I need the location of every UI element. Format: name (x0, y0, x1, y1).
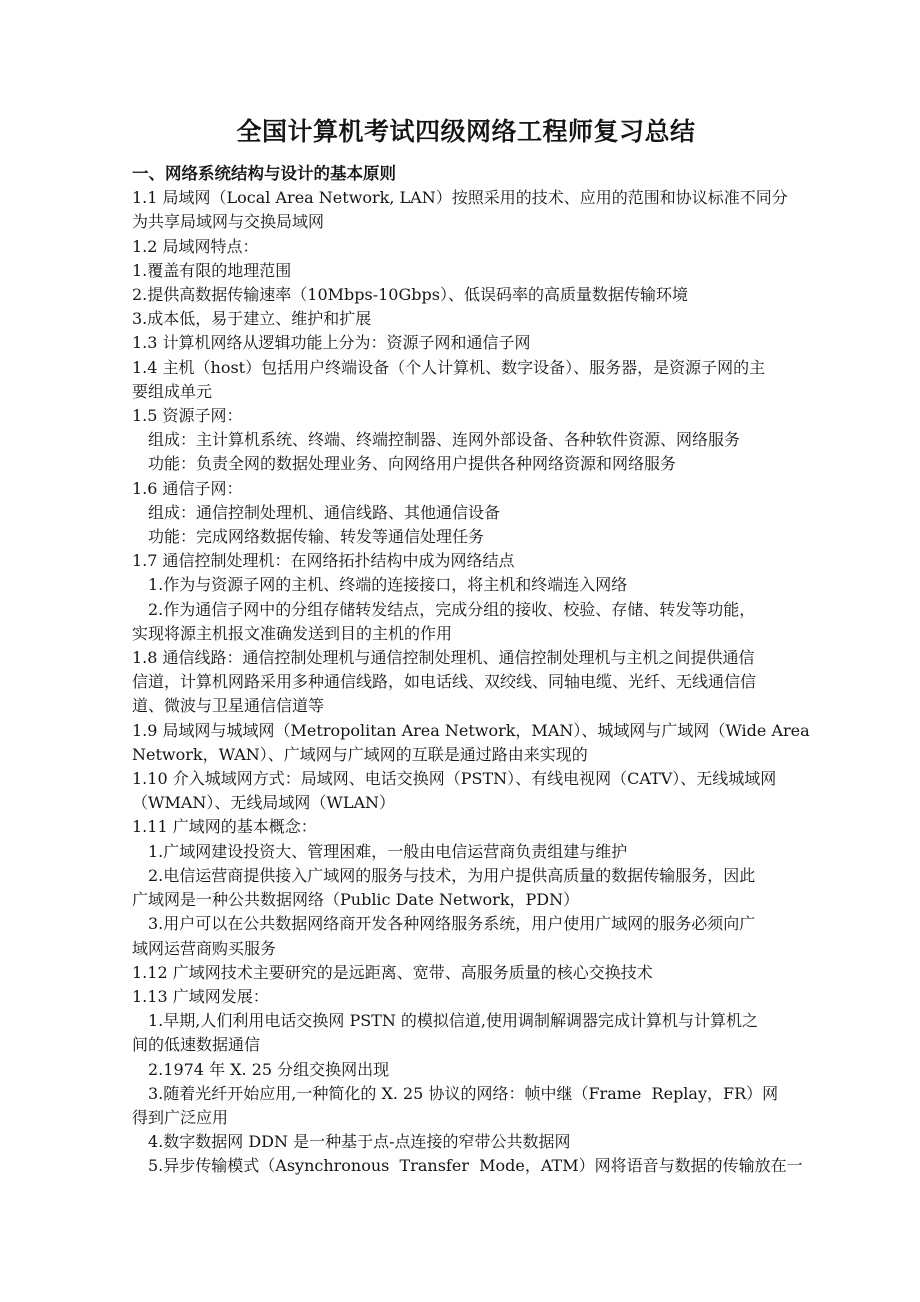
text-line: 2.提供高数据传输速率（10Mbps-10Gbps）、低误码率的高质量数据传输环境 (132, 285, 688, 305)
text-line: 1.广域网建设投资大、管理困难，一般由电信运营商负责组建与维护 (148, 841, 628, 861)
text-line: 组成：主计算机系统、终端、终端控制器、连网外部设备、各种软件资源、网络服务 (148, 430, 741, 450)
text-line: 1.覆盖有限的地理范围 (132, 260, 292, 280)
text-line: 5.异步传输模式（Asynchronous Transfer Mode，ATM）网将语音与数据的传输放在一 (148, 1156, 803, 1176)
text-line: 3.用户可以在公共数据网络商开发各种网络服务系统，用户使用广域网的服务必须向广 (148, 914, 756, 934)
text-line: 1.4 主机（host）包括用户终端设备（个人计算机、数字设备）、服务器，是资源子网的主 (132, 357, 766, 377)
text-line: Network，WAN）、广域网与广域网的互联是通过路由来实现的 (132, 744, 588, 764)
text-line: 1.9 局域网与城域网（Metropolitan Area Network，MAN）、城域网与广域网（Wide Area (132, 720, 810, 740)
section-heading: 一、网络系统结构与设计的基本原则 (132, 164, 396, 183)
document-title: 全国计算机考试四级网络工程师复习总结 (236, 117, 696, 146)
text-line: 功能：完成网络数据传输、转发等通信处理任务 (148, 527, 485, 547)
text-line: 信道，计算机网路采用多种通信线路，如电话线、双绞线、同轴电缆、光纤、无线通信信 (132, 672, 757, 692)
text-line: 实现将源主机报文准确发送到目的主机的作用 (132, 623, 453, 643)
text-line: 组成：通信控制处理机、通信线路、其他通信设备 (148, 502, 501, 522)
text-line: 要组成单元 (132, 381, 213, 401)
text-line: 1.8 通信线路：通信控制处理机与通信控制处理机、通信控制处理机与主机之间提供通信 (132, 648, 755, 668)
text-line: 1.10 介入城域网方式：局域网、电话交换网（PSTN）、有线电视网（CATV）、无线城域网 (132, 769, 777, 789)
text-line: 4.数字数据网 DDN 是一种基于点-点连接的窄带公共数据网 (148, 1132, 571, 1152)
text-line: 1.6 通信子网： (132, 478, 243, 498)
text-line: 功能：负责全网的数据处理业务、向网络用户提供各种网络资源和网络服务 (148, 454, 677, 474)
text-line: 道、微波与卫星通信信道等 (132, 696, 325, 716)
document-body (132, 186, 810, 1178)
text-line: 1.5 资源子网： (132, 406, 243, 426)
text-line: 2.1974 年 X. 25 分组交换网出现 (148, 1059, 390, 1079)
text-line: 1.3 计算机网络从逻辑功能上分为：资源子网和通信子网 (132, 333, 531, 353)
text-line: 域网运营商购买服务 (132, 938, 277, 958)
text-line: 1.13 广域网发展： (132, 986, 269, 1006)
text-line: 2.电信运营商提供接入广域网的服务与技术，为用户提供高质量的数据传输服务，因此 (148, 865, 756, 885)
text-line: 1.1 局域网（Local Area Network, LAN）按照采用的技术、应用的范围和协议标准不同分 (132, 188, 788, 208)
text-line: 1.作为与资源子网的主机、终端的连接接口，将主机和终端连入网络 (148, 575, 628, 595)
text-line: 1.12 广域网技术主要研究的是远距离、宽带、高服务质量的核心交换技术 (132, 962, 653, 982)
text-line: 得到广泛应用 (132, 1107, 229, 1127)
text-line: 1.11 广域网的基本概念： (132, 817, 317, 837)
text-line: 1.早期,人们利用电话交换网 PSTN 的模拟信道,使用调制解调器完成计算机与计算机之 (148, 1011, 759, 1031)
text-line: 1.7 通信控制处理机：在网络拓扑结构中成为网络结点 (132, 551, 515, 571)
text-line: （WMAN）、无线局域网（WLAN） (132, 793, 396, 813)
text-line: 为共享局域网与交换局域网 (132, 212, 325, 232)
text-line: 3.随着光纤开始应用,一种简化的 X. 25 协议的网络：帧中继（Frame Replay，FR）网 (148, 1083, 779, 1103)
text-line: 1.2 局域网特点： (132, 236, 259, 256)
text-line: 广域网是一种公共数据网络（Public Date Network，PDN） (132, 890, 580, 910)
text-line: 间的低速数据通信 (132, 1035, 261, 1055)
text-line: 3.成本低，易于建立、维护和扩展 (132, 309, 372, 329)
text-line: 2.作为通信子网中的分组存储转发结点，完成分组的接收、校验、存储、转发等功能， (148, 599, 756, 619)
